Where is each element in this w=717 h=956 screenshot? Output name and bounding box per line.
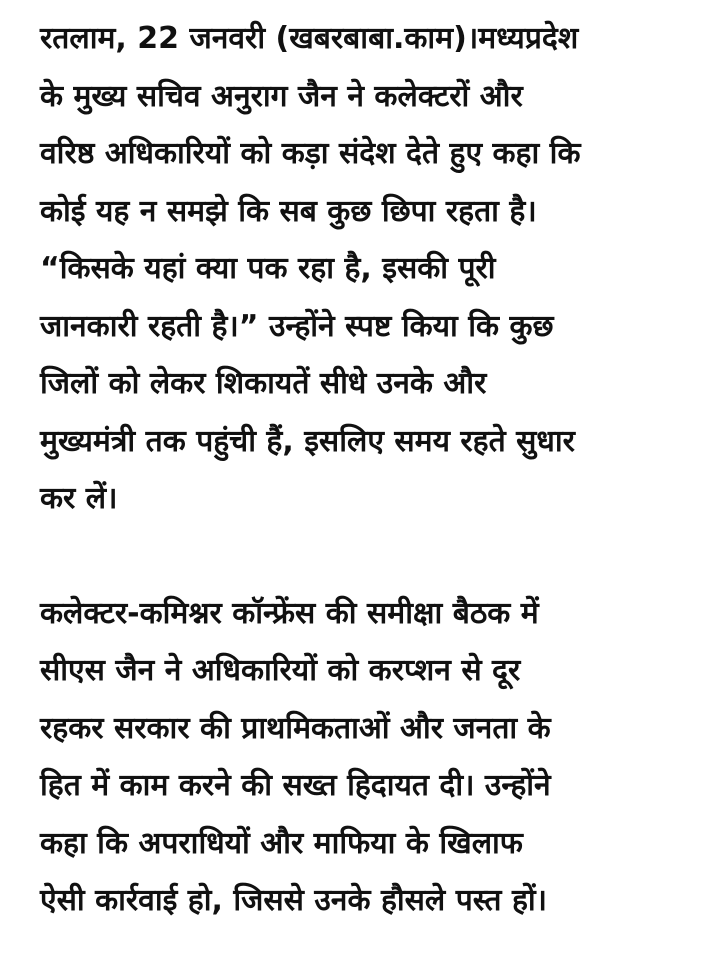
text-line: कलेक्टर-कमिश्नर कॉन्फ्रेंस की समीक्षा बैठक में <box>40 595 539 631</box>
text-line: कोई यह न समझे कि सब कुछ छिपा रहता है। <box>40 193 537 229</box>
text-line: “किसके यहां क्या पक रहा है, इसकी पूरी <box>40 251 496 286</box>
text-line: वरिष्ठ अधिकारियों को कड़ा संदेश देते हुए कहा कि <box>40 136 581 171</box>
text-line: ऐसी कार्रवाई हो, जिससे उनके हौसले पस्त हों। <box>40 883 548 918</box>
text-line: के मुख्य सचिव अनुराग जैन ने कलेक्टरों और <box>40 78 523 114</box>
text-line: मुख्यमंत्री तक पहुंची हैं, इसलिए समय रहते सुधार <box>40 423 575 459</box>
text-line: जानकारी रहती है।” उन्होंने स्पष्ट किया कि कुछ <box>40 308 554 344</box>
paragraph-1 <box>40 10 710 528</box>
text-line: रतलाम, 22 जनवरी (खबरबाबा.काम)।मध्यप्रदेश <box>40 21 579 56</box>
text-line: हित में काम करने की सख्त हिदायत दी। उन्होंने <box>40 768 551 803</box>
paragraph-2 <box>40 585 710 930</box>
article-body <box>40 10 710 930</box>
text-line: सीएस जैन ने अधिकारियों को करप्शन से दूर <box>40 653 521 688</box>
text-line: जिलों को लेकर शिकायतें सीधे उनके और <box>40 366 487 401</box>
text-line: कर लें। <box>40 481 118 516</box>
text-line: रहकर सरकार की प्राथमिकताओं और जनता के <box>40 710 551 746</box>
text-line: कहा कि अपराधियों और माफिया के खिलाफ <box>40 825 523 861</box>
paragraph-spacer <box>40 528 710 585</box>
